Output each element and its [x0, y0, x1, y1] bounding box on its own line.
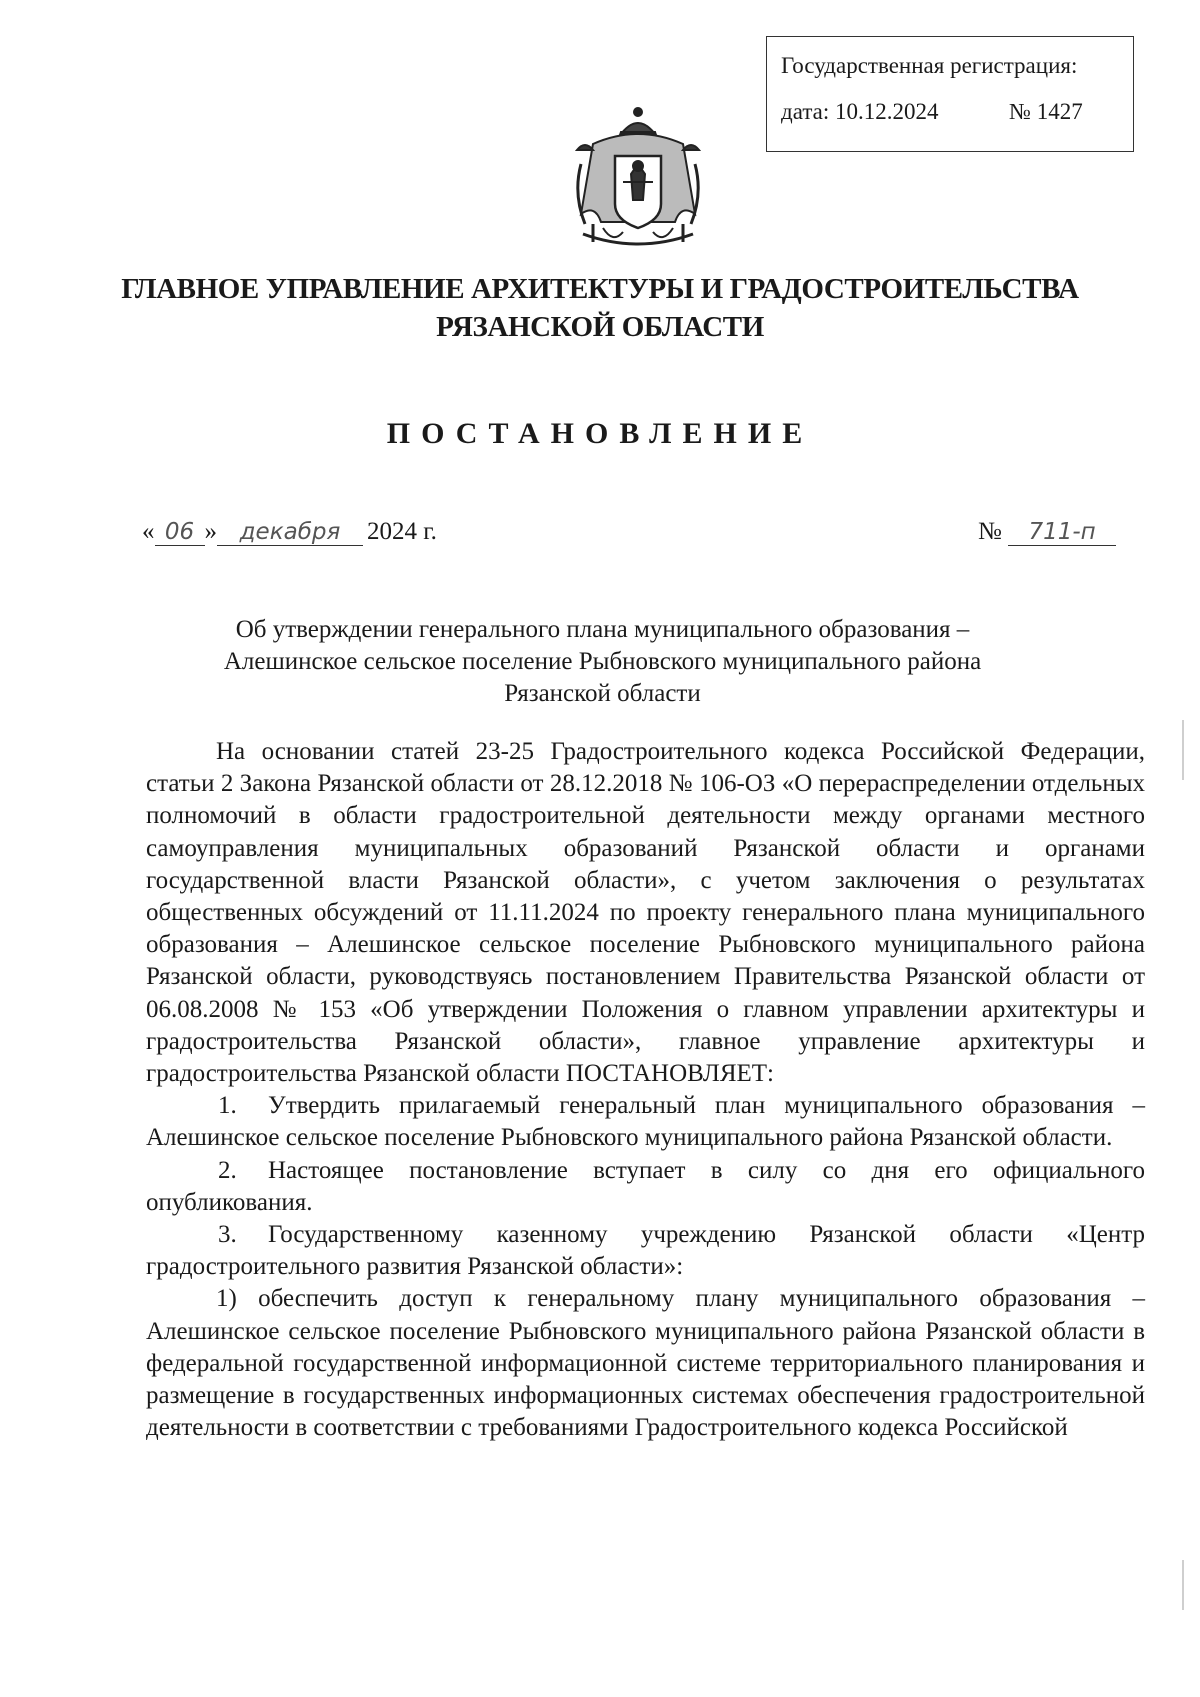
item-number: 3. [218, 1221, 237, 1249]
registration-stamp [766, 36, 1134, 152]
scan-artifact [1182, 720, 1184, 780]
item-number: 2. [218, 1156, 237, 1184]
document-body [146, 736, 1145, 1444]
scan-artifact [1182, 1560, 1184, 1610]
registration-date: дата: 10.12.2024 [781, 99, 939, 124]
list-item [146, 1219, 1145, 1283]
list-item [146, 1090, 1145, 1154]
ryazan-coat-of-arms-icon [563, 104, 713, 256]
date-month: декабря [217, 519, 363, 546]
date-day: 06 [155, 519, 205, 546]
preamble-paragraph: На основании статей 23-25 Градостроительного кодекса Российской Федерации, статьи 2 Закона Рязанской области от 28.12.2018 № 106-ОЗ «О перераспределении отдельных полномочий в области градостроительной деятельности между органами местного самоуправления муниципальных образований Рязанской области и органами государственной власти Рязанской области», с учетом заключения о результатах общественных обсуждений от 11.11.2024 по проекту генерального плана муниципального образования – Алешинское сельское поселение Рыбновского муниципального района Рязанской области, руководствуясь постановлением Правительства Рязанской области от 06.08.2008 № 153 «Об утверждении Положения о главном управлении архитектуры и градостроительства Рязанской области», главное управление архитектуры и градостроительства Рязанской области ПОСТАНОВЛЯЕТ: [146, 738, 1145, 1088]
document-number [978, 518, 1116, 546]
document-date [142, 518, 437, 546]
document-type: ПОСТАНОВЛЕНИЕ [386, 417, 814, 450]
title-line: Рязанской области [504, 680, 701, 707]
registration-number: № 1427 [1009, 99, 1083, 124]
registration-details [781, 99, 1133, 145]
subitem-paragraph: 1) обеспечить доступ к генеральному плану муниципального образования – Алешинское сельское поселение Рыбновского муниципального района Рязанской области в федеральной государственной информационной системе территориального планирования и размещение в государственных информационных системах обеспечения градостроительной деятельности в соответствии с требованиями Градостроительного кодекса Российской [146, 1285, 1145, 1442]
title-line: Алешинское сельское поселение Рыбновского муниципального района [223, 648, 982, 675]
item-text: Настоящее постановление вступает в силу со дня его официального опубликования. [146, 1156, 1145, 1216]
registration-heading: Государственная регистрация: [781, 53, 1078, 78]
date-open-quote: « [142, 518, 155, 545]
item-text: Государственному казенному учреждению Рязанской области «Центр градостроительного развития Рязанской области»: [146, 1221, 1145, 1281]
number-prefix: № [978, 518, 1002, 545]
item-text: Утвердить прилагаемый генеральный план муниципального образования – Алешинское сельское поселение Рыбновского муниципального района Рязанской области. [146, 1092, 1145, 1152]
organization-line-2: РЯЗАНСКОЙ ОБЛАСТИ [436, 311, 764, 343]
title-line: Об утверждении генерального плана муниципального образования – [235, 616, 970, 643]
organization-name [100, 270, 1100, 346]
date-year: 2024 г. [367, 518, 437, 545]
date-close-quote: » [204, 518, 217, 545]
list-item [146, 1155, 1145, 1219]
document-title [140, 614, 1065, 710]
number-value: 711-п [1008, 519, 1116, 546]
item-number: 1. [218, 1092, 237, 1120]
organization-line-1: ГЛАВНОЕ УПРАВЛЕНИЕ АРХИТЕКТУРЫ И ГРАДОСТРОИТЕЛЬСТВА [121, 273, 1079, 305]
